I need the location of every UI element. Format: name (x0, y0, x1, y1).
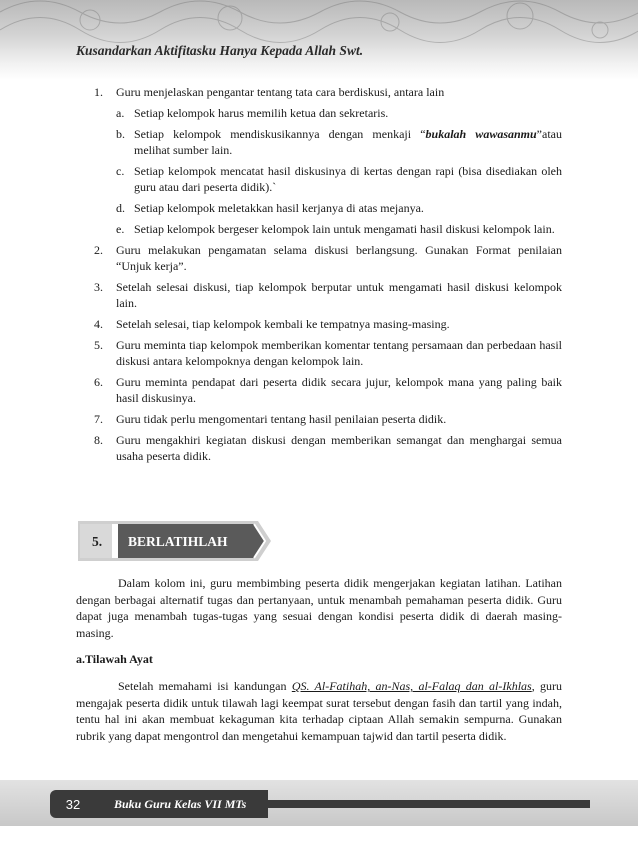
step-item (76, 374, 562, 406)
step-text: Guru meminta pendapat dari peserta didik secara jujur, kelompok mana yang paling baik hasil diskusinya. (116, 375, 562, 405)
sub-letter: d. (116, 201, 125, 215)
sub-letter: b. (116, 127, 125, 141)
step-number: 2. (94, 243, 103, 257)
step-text: Guru menjelaskan pengantar tentang tata cara berdiskusi, antara lain (116, 85, 445, 99)
step-number: 4. (94, 317, 103, 331)
step-text: Setelah selesai diskusi, tiap kelompok berputar untuk mengamati hasil diskusi kelompok lain. (116, 280, 562, 310)
step-text: Guru meminta tiap kelompok memberikan komentar tentang persamaan dan perbedaan hasil diskusi antara kelompoknya dengan kelompok lain. (116, 338, 562, 368)
step-item (76, 337, 562, 369)
step-text: Guru melakukan pengamatan selama diskusi berlangsung. Gunakan Format penilaian “Unjuk kerja”. (116, 243, 562, 273)
subheading: a.Tilawah Ayat (76, 652, 153, 667)
footer-rule (268, 800, 590, 808)
sub-text: Setiap kelompok meletakkan hasil kerjanya di atas mejanya. (134, 201, 424, 215)
steps-content (76, 84, 562, 469)
sub-item (116, 163, 562, 195)
step-number: 6. (94, 375, 103, 389)
section-banner (72, 518, 272, 564)
body-text (76, 575, 562, 744)
book-title: Buku Guru Kelas VII MTs (96, 790, 268, 818)
sub-text-emphasis: bukalah wawasanmu (425, 127, 537, 141)
sub-item (116, 126, 562, 158)
step-item (76, 316, 562, 332)
steps-list (76, 84, 562, 464)
step-item (76, 84, 562, 237)
sub-text-post: ”atau melihat sumber lain. (134, 127, 562, 157)
surah-list: QS. Al-Fatihah, an-Nas, al-Falaq dan al-Ikhlas (291, 678, 532, 693)
step-number: 8. (94, 433, 103, 447)
header-band (0, 0, 638, 80)
sub-text-pre: Setiap kelompok mendiskusikannya dengan menkaji “ (134, 127, 426, 141)
step-item (76, 411, 562, 427)
step-item (76, 279, 562, 311)
step-text: Guru mengakhiri kegiatan diskusi dengan memberikan semangat dan menghargai semua usaha peserta didik. (116, 433, 562, 463)
step-number: 7. (94, 412, 103, 426)
step-text: Setelah selesai, tiap kelompok kembali ke tempatnya masing-masing. (116, 317, 450, 331)
sub-text (134, 127, 562, 157)
page-footer (0, 780, 638, 830)
sub-letter: e. (116, 222, 125, 236)
intro-paragraph: Dalam kolom ini, guru membimbing peserta didik mengerjakan kegiatan latihan. Latihan dengan berbagai alternatif tugas dan pertanyaan, untuk menambah pemahaman peserta didik. Guru dapat juga menambah tugas-tugas yang sesuai dengan kondisi peserta didik di daerah masing-masing. (76, 576, 562, 640)
step-text: Guru tidak perlu mengomentari tentang hasil penilaian peserta didik. (116, 412, 447, 426)
step-item (76, 432, 562, 464)
step-number: 1. (94, 85, 103, 99)
sub-text: Setiap kelompok mencatat hasil diskusinya di kertas dengan rapi (bisa disediakan oleh guru atau dari peserta didik).` (134, 164, 562, 194)
sub-letter: a. (116, 106, 125, 120)
sub-letter: c. (116, 164, 125, 178)
sub-item (116, 221, 562, 237)
sub-item (116, 105, 562, 121)
sub-item (116, 200, 562, 216)
sub-text: Setiap kelompok bergeser kelompok lain untuk mengamati hasil diskusi kelompok lain. (134, 222, 555, 236)
step-item (76, 242, 562, 274)
chapter-title: Kusandarkan Aktifitasku Hanya Kepada Allah Swt. (76, 43, 364, 58)
sub-text: Setiap kelompok harus memilih ketua dan sekretaris. (134, 106, 389, 120)
decorative-pattern (0, 0, 638, 80)
section-number: 5. (92, 534, 103, 549)
page-number: 32 (50, 790, 96, 818)
para-pre: Setelah memahami isi kandungan (118, 678, 292, 693)
para-post: , guru mengajak peserta didik untuk tilawah lagi keempat surat tersebut dengan fasih dan tartil yang indah, tentu hal ini akan membuat kekaguman kita terhadap ciptaan Allah semakin sempurna. Gunakan rubrik yang dapat mengontrol dan mengetahui kemampuan tajwid dan tartil peserta didik. (76, 678, 563, 743)
tilawah-paragraph (76, 678, 562, 744)
section-title: BERLATIHLAH (128, 534, 228, 549)
sub-list (116, 105, 562, 237)
step-number: 3. (94, 280, 103, 294)
step-number: 5. (94, 338, 103, 352)
